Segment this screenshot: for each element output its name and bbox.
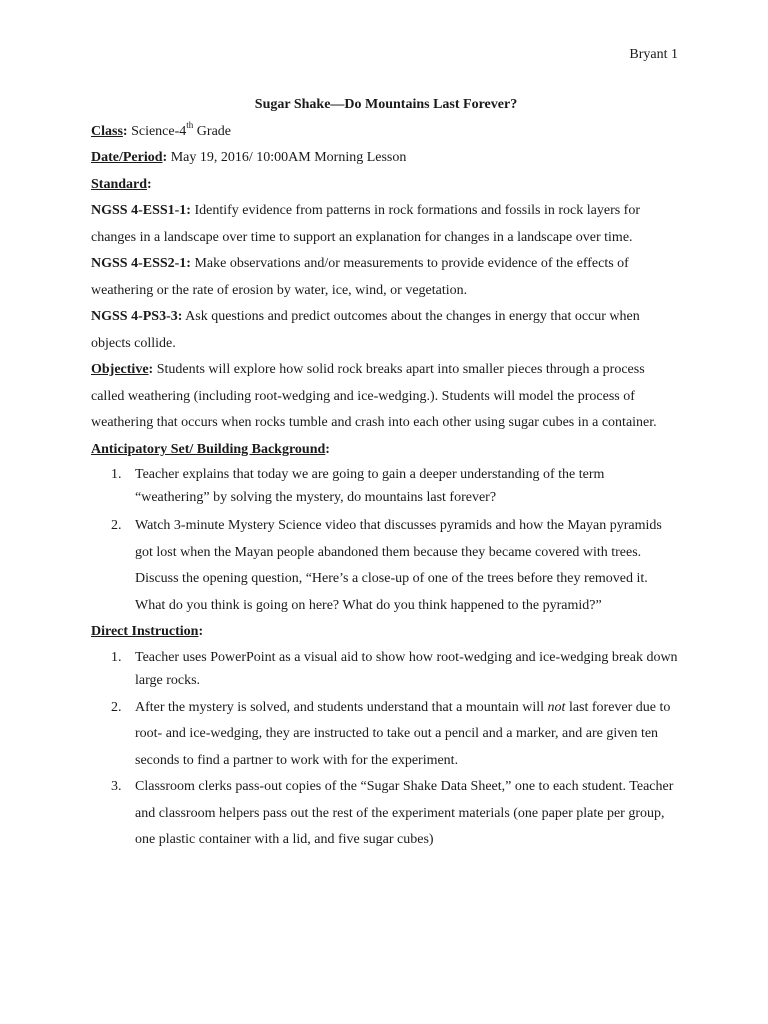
list-number: 2. [111, 699, 122, 715]
date-colon: : [162, 150, 168, 165]
document-body [91, 92, 681, 854]
page-header: Bryant 1 [629, 47, 678, 62]
list-item [91, 646, 681, 692]
objective-text: Students will explore how solid rock breaks apart into smaller pieces through a process called weathering (including root-wedging and ice-wedging.). Students will model the process of weathering that occurs when rocks tumble and crash into each other using sugar cubes in a container. [91, 362, 657, 430]
direct-heading [91, 619, 681, 646]
date-line [91, 145, 681, 172]
list-number: 3. [111, 779, 122, 794]
document-title: Sugar Shake—Do Mountains Last Forever? [254, 97, 518, 112]
anticipatory-colon: : [325, 441, 330, 457]
objective-paragraph [91, 357, 681, 437]
list-item [91, 695, 681, 775]
list-item [91, 513, 681, 619]
list-number: 1. [111, 467, 122, 482]
objective-label: Objective [91, 362, 149, 377]
date-value: May 19, 2016/ 10:00AM Morning Lesson [167, 150, 407, 165]
list-text: Watch 3-minute Mystery Science video that discusses pyramids and how the Mayan pyramids got lost when the Mayan people abandoned them because they became covered with trees. Discuss the opening question, “Here’s a close-up of one of the trees before they removed it. What do you think is going on here? What do you think happened to the pyramid?” [135, 518, 662, 613]
direct-label: Direct Instruction [91, 624, 199, 639]
standard-code: NGSS 4-ESS2-1: [91, 256, 191, 271]
standard-item [91, 198, 681, 251]
list-item [91, 463, 681, 509]
anticipatory-list [91, 463, 681, 619]
direct-list [91, 646, 681, 854]
direct-colon: : [198, 624, 204, 639]
list-number: 2. [111, 518, 122, 533]
list-text: Teacher uses PowerPoint as a visual aid to show how root-wedging and ice-wedging break down large rocks. [135, 649, 678, 688]
standard-item [91, 251, 681, 304]
class-sup: th [186, 119, 194, 130]
class-label: Class [91, 123, 123, 139]
list-text: Teacher explains that today we are going to gain a deeper understanding of the term “weathering” by solving the mystery, do mountains last forever? [135, 467, 605, 505]
emphasis-not: not [547, 699, 566, 715]
standard-text: Identify evidence from patterns in rock formations and fossils in rock layers for changes in a landscape over time to support an explanation for changes in a landscape over time. [91, 203, 641, 245]
list-text: Classroom clerks pass-out copies of the “Sugar Shake Data Sheet,” one to each student. Teacher and classroom helpers pass out the rest of the experiment materials (one paper plate per group, one plastic container with a lid, and five sugar cubes) [135, 779, 674, 847]
anticipatory-heading [91, 437, 681, 464]
standard-label: Standard [91, 176, 148, 192]
standard-item [91, 304, 681, 357]
list-text-end: last forever due to root- and ice-wedging, they are instructed to take out a pencil and a marker, and are given ten seconds to find a partner to work with for the experiment. [135, 699, 671, 768]
anticipatory-label: Anticipatory Set/ Building Background [91, 441, 326, 457]
standard-colon: : [147, 176, 152, 192]
standard-code: NGSS 4-ESS1-1: [91, 203, 191, 218]
list-text: After the mystery is solved, and students understand that a mountain will [135, 699, 548, 715]
standard-text: Ask questions and predict outcomes about the changes in energy that occur when objects collide. [91, 309, 640, 351]
class-colon: : [122, 123, 128, 139]
list-item [91, 774, 681, 854]
standard-heading [91, 172, 681, 199]
class-line [91, 119, 681, 146]
standard-text: Make observations and/or measurements to provide evidence of the effects of weathering or the rate of erosion by water, ice, wind, or vegetation. [91, 256, 629, 298]
standard-code: NGSS 4-PS3-3: [91, 309, 183, 324]
class-value-end: Grade [193, 123, 231, 139]
objective-colon: : [148, 362, 154, 377]
list-number: 1. [111, 649, 122, 665]
date-label: Date/Period [91, 150, 163, 165]
class-value: Science-4 [127, 123, 187, 139]
